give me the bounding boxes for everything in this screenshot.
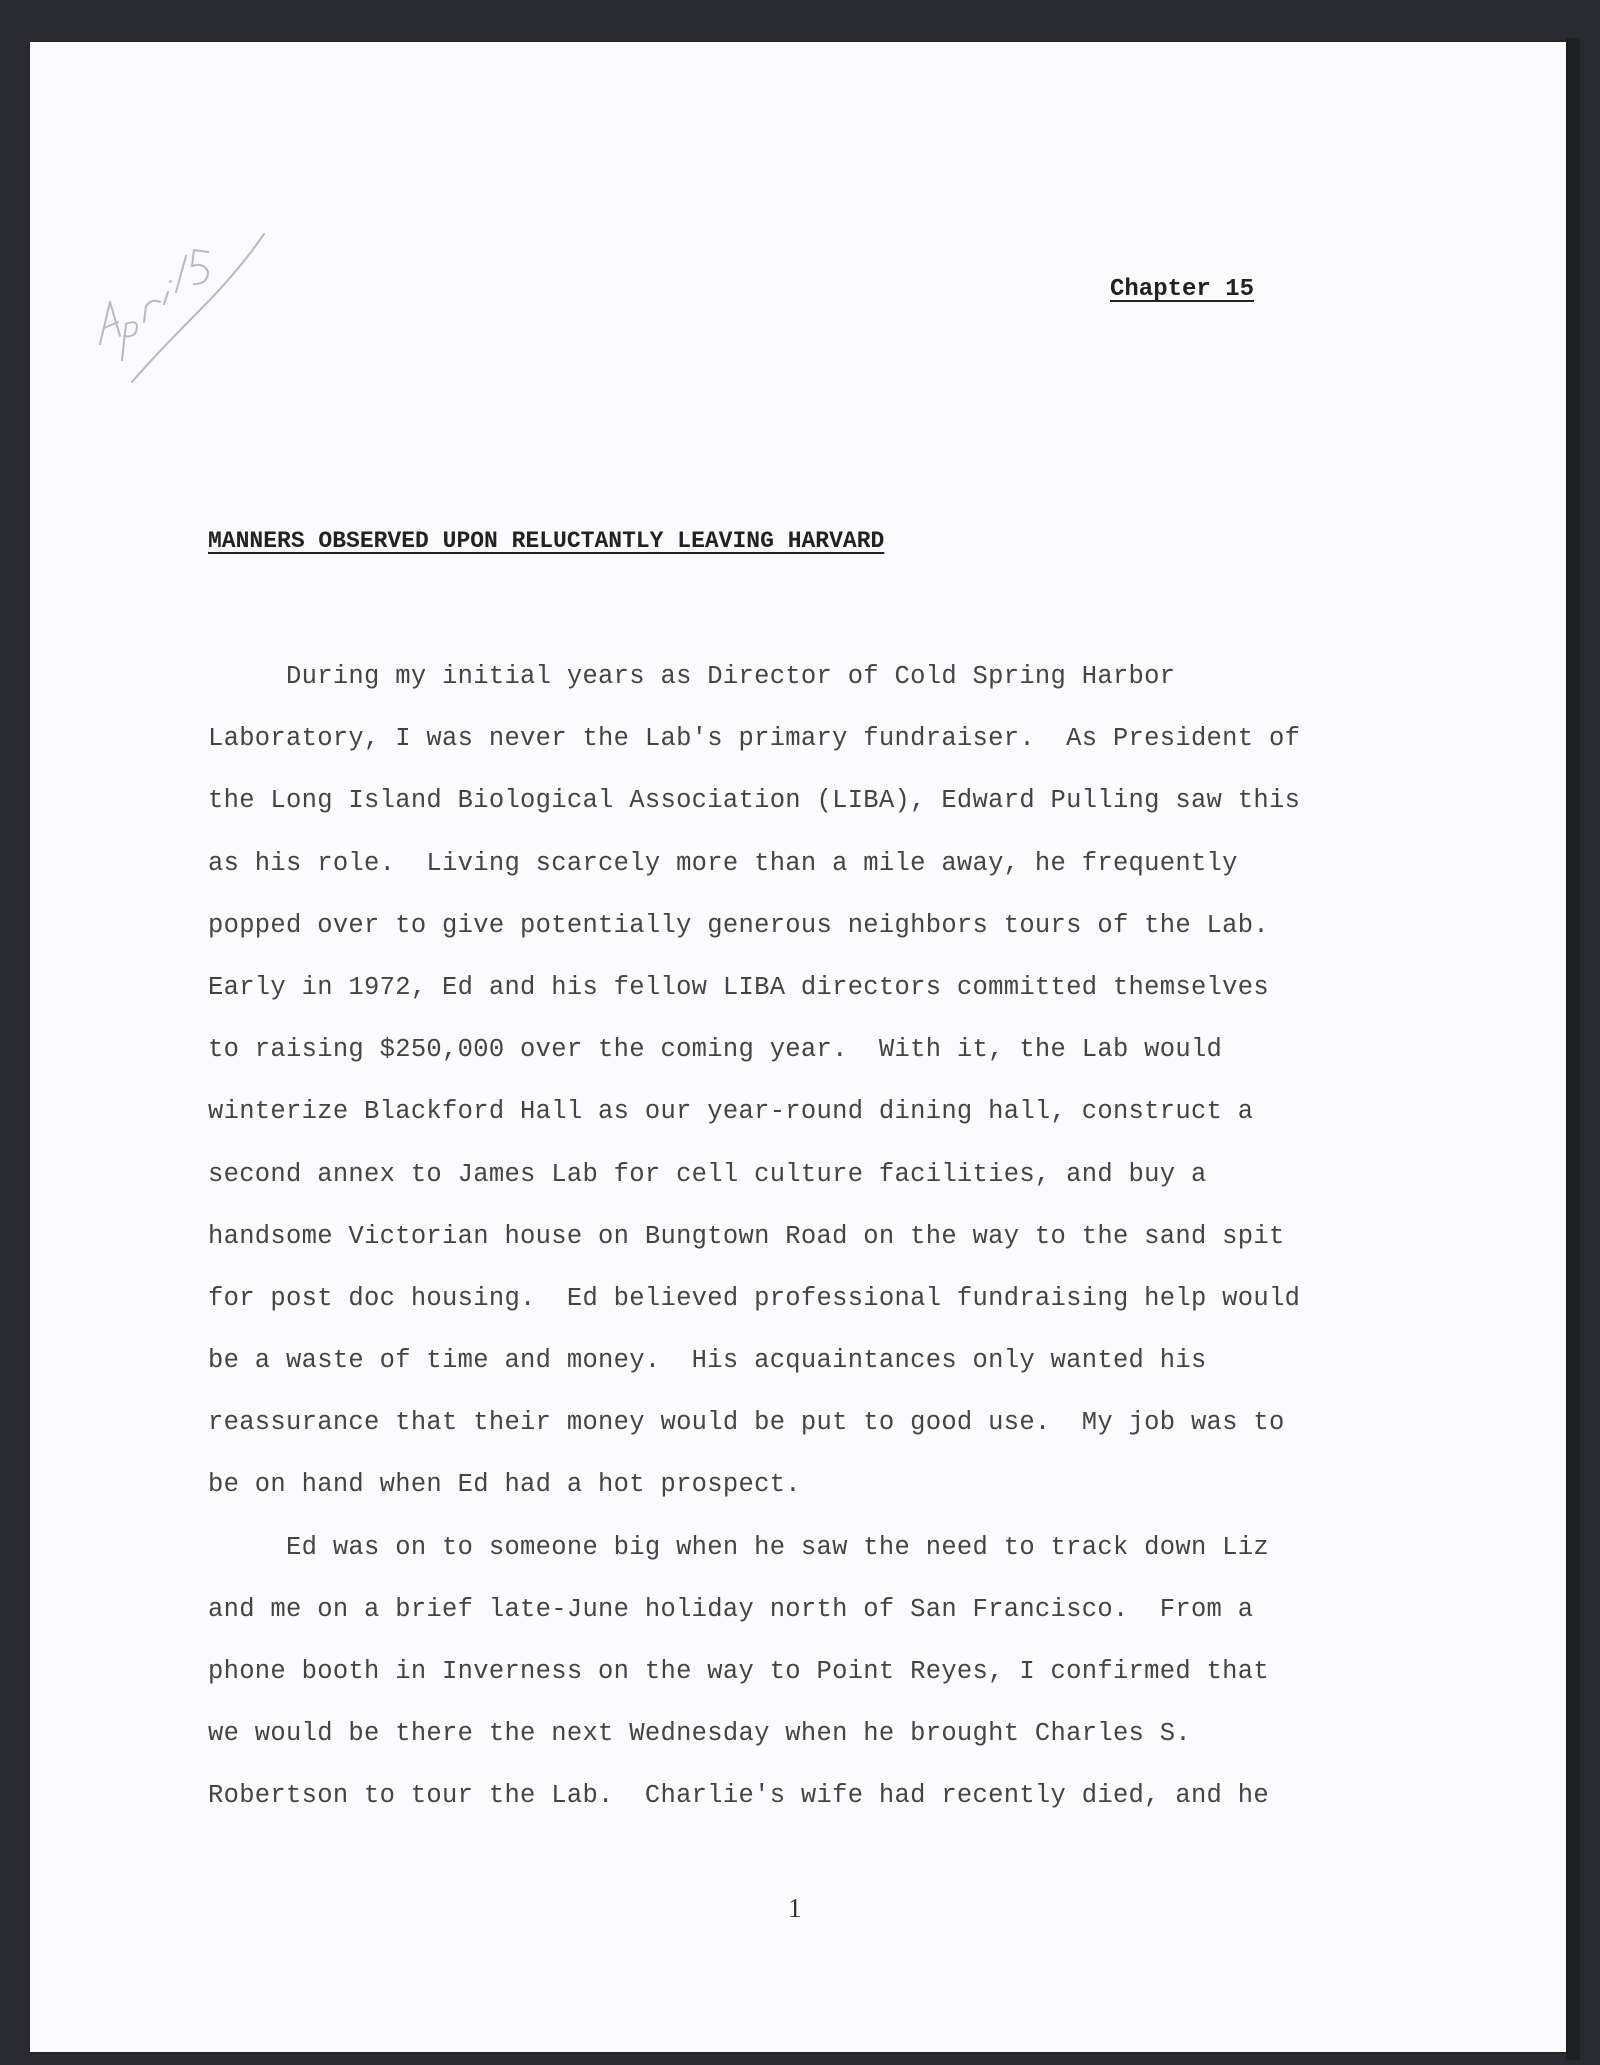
body-line: reassurance that their money would be put to good use. My job was to [208, 1408, 1285, 1438]
body-line: phone booth in Inverness on the way to Point Reyes, I confirmed that [208, 1657, 1269, 1686]
body-line: winterize Blackford Hall as our year-round dining hall, construct a [208, 1097, 1254, 1127]
chapter-heading: Chapter 15 [1110, 276, 1255, 303]
body-line: and me on a brief late-June holiday north of San Francisco. From a [208, 1594, 1254, 1624]
section-title: MANNERS OBSERVED UPON RELUCTANTLY LEAVING HARVARD [208, 528, 885, 554]
handwritten-note-drawing [88, 232, 288, 392]
body-line: second annex to James Lab for cell culture facilities, and buy a [208, 1159, 1207, 1189]
body-line: the Long Island Biological Association (LIBA), Edward Pulling saw this [208, 786, 1301, 816]
body-line: handsome Victorian house on Bungtown Road on the way to the sand spit [208, 1221, 1285, 1251]
body-line: to raising $250,000 over the coming year. With it, the Lab would [208, 1035, 1223, 1065]
handwritten-date-annotation [88, 232, 288, 392]
body-text [208, 646, 1388, 1828]
page-edge-shadow [1566, 38, 1580, 2060]
body-line: Robertson to tour the Lab. Charlie's wife had recently died, and he [208, 1781, 1269, 1811]
body-line: for post doc housing. Ed believed professional fundraising help would [208, 1283, 1301, 1313]
body-line: as his role. Living scarcely more than a mile away, he frequently [208, 848, 1238, 878]
body-line: Early in 1972, Ed and his fellow LIBA directors committed themselves [208, 972, 1269, 1002]
page-number: 1 [788, 1893, 802, 1923]
body-line: Ed was on to someone big when he saw the need to track down Liz [208, 1532, 1269, 1562]
body-line: we would be there the next Wednesday when he brought Charles S. [208, 1719, 1191, 1749]
body-line: be a waste of time and money. His acquaintances only wanted his [208, 1346, 1207, 1376]
body-line: Laboratory, I was never the Lab's primary fundraiser. As President of [208, 724, 1301, 754]
body-line: popped over to give potentially generous neighbors tours of the Lab. [208, 910, 1269, 940]
body-line: be on hand when Ed had a hot prospect. [208, 1470, 801, 1500]
body-line: During my initial years as Director of Cold Spring Harbor [208, 662, 1176, 691]
